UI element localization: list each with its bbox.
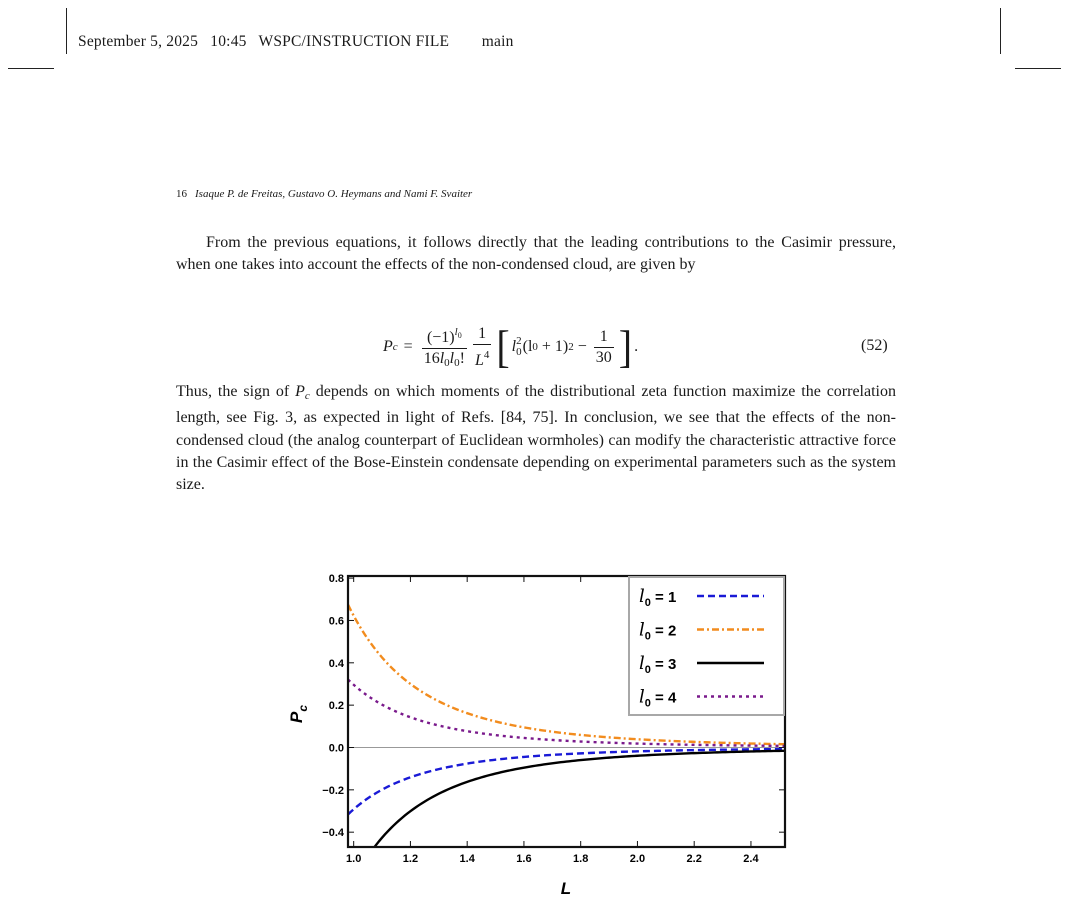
eq-term-l-sub: 0 (516, 346, 522, 358)
eq-f2-num: 1 (478, 324, 487, 342)
eq-bracket-close: ] (618, 320, 633, 373)
y-axis-label-base: P (287, 711, 306, 724)
equation-number: (52) (861, 337, 888, 354)
legend-label-base: l (639, 619, 645, 641)
figure-casimir-pressure (280, 568, 800, 900)
legend-label-sub: 0 (644, 597, 651, 609)
x-tick-label: 1.6 (516, 853, 532, 865)
eq-f1-den-e: 0 (454, 356, 460, 369)
series-line-1 (348, 749, 785, 814)
eq-f1-den-f: ! (459, 349, 465, 367)
eq-f1-den-a: 16 (423, 349, 440, 367)
series-line-3 (348, 751, 785, 891)
eq-term-paren-sub: 0 (532, 341, 538, 353)
eq-equals: = (403, 338, 413, 355)
y-axis-label (287, 705, 310, 723)
eq-lhs: P (383, 338, 393, 355)
legend-label-sub: 0 (644, 664, 651, 676)
y-tick-label: 0.6 (328, 615, 344, 628)
running-header: September 5, 2025 10:45 WSPC/INSTRUCTION FILE main (78, 33, 514, 50)
legend-label-rest: = 3 (650, 656, 677, 673)
x-tick-label: 1.2 (402, 853, 419, 865)
legend (629, 577, 784, 715)
page-number: 16 (176, 188, 187, 200)
legend-label-base: l (639, 686, 645, 708)
para2-symbol-sub: c (304, 390, 310, 402)
x-axis-label: L (560, 879, 572, 898)
eq-term-paren-sup: 2 (568, 341, 574, 353)
eq-f1-den-d: l (449, 349, 455, 367)
eq-term-l-sup: 2 (516, 335, 522, 347)
para2-symbol: P (295, 383, 305, 400)
authors: Isaque P. de Freitas, Gustavo O. Heymans and Nami F. Svaiter (195, 188, 473, 200)
legend-label-rest: = 4 (650, 689, 677, 707)
legend-label-base: l (639, 653, 645, 674)
crop-mark-right-vertical (1000, 8, 1001, 54)
crop-mark-right-horizontal (1015, 68, 1061, 69)
legend-label-4 (639, 687, 677, 710)
eq-bracket-open: [ (496, 320, 510, 373)
author-line (176, 188, 472, 200)
legend-label-2 (639, 620, 676, 643)
x-tick-label: 2.4 (743, 853, 759, 865)
x-tick-label: 1.4 (459, 853, 475, 865)
eq-fraction-3 (594, 327, 614, 368)
paragraph-1: From the previous equations, it follows directly that the leading contributions to the Casimir pressure, when one takes into account the effects of the non-condensed cloud, are given by (176, 234, 896, 274)
y-tick-label: 0.4 (328, 657, 344, 670)
eq-f1-exp-sub: 0 (457, 330, 462, 340)
eq-f1-den-c: 0 (444, 356, 450, 369)
x-tick-label: 1.0 (346, 853, 362, 865)
equation-52 (383, 320, 638, 374)
crop-mark-left-vertical (66, 8, 67, 54)
para2-part2: depends on which moments of the distributional zeta function maximize the correlation length, see Fig. 3, as expected in light of Refs. [84, 75]. In conclusion, we see that the effects of the non-condensed cloud (the analog counterpart of Euclidean wormholes) can modify the characteristic attractive force in the Casimir effect of the Bose-Einstein condensate depending on experimental parameters such as the system size. (176, 383, 896, 494)
eq-f2-den: L (474, 351, 484, 369)
y-tick-label: 0.0 (328, 742, 344, 755)
eq-f1-den-b: l (439, 349, 445, 367)
eq-fraction-1 (422, 322, 467, 373)
legend-label-rest: = 2 (650, 622, 677, 640)
eq-f3-den: 30 (595, 348, 612, 366)
eq-f1-exp: l (454, 325, 458, 338)
legend-label-base: l (639, 586, 645, 607)
legend-label-3 (639, 653, 676, 676)
crop-mark-left-horizontal (8, 68, 54, 69)
legend-label-sub: 0 (644, 630, 651, 643)
eq-minus: − (573, 338, 591, 355)
y-tick-label: −0.4 (322, 827, 344, 840)
x-tick-label: 1.8 (573, 853, 589, 865)
y-tick-label: 0.8 (328, 573, 344, 586)
eq-term-paren-rest: + 1) (537, 338, 569, 355)
eq-f1-num: (−1) (426, 328, 455, 346)
legend-label-1 (639, 586, 676, 609)
eq-term-paren: (l (522, 338, 533, 355)
x-tick-label: 2.2 (686, 853, 702, 865)
eq-fraction-2 (473, 324, 491, 371)
x-tick-label: 2.0 (629, 853, 646, 865)
legend-label-sub: 0 (644, 697, 651, 710)
eq-f2-den-exp: 4 (483, 348, 490, 361)
para2-part1: Thus, the sign of (176, 383, 296, 400)
y-tick-label: −0.2 (322, 784, 344, 797)
eq-term-l: l (511, 338, 517, 355)
eq-lhs-sub: c (392, 341, 398, 353)
paragraph-2 (176, 381, 896, 496)
eq-period: . (634, 338, 639, 355)
eq-f3-num: 1 (599, 327, 608, 345)
legend-label-rest: = 1 (650, 589, 677, 606)
y-axis-label-sub: c (296, 704, 310, 712)
y-tick-label: 0.2 (328, 700, 344, 713)
